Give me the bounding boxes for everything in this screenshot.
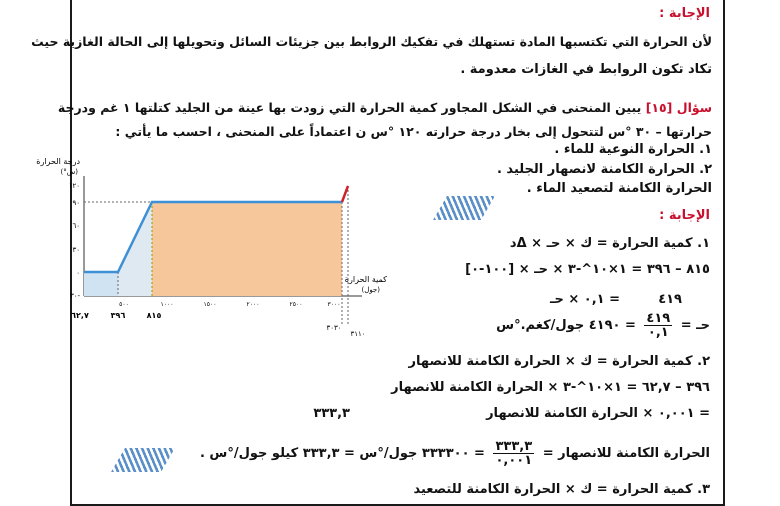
y-axis-title: درجة الحرارة [36, 157, 80, 166]
sol1-line3-right: = ٠,١ × حـ [550, 292, 620, 307]
x-tick-1500: ١٥٠٠ [203, 301, 217, 308]
mark-815: ٨١٥ [146, 311, 162, 320]
mark-396: ٣٩٦ [110, 311, 126, 320]
mark-3110: ٣١١٠ [350, 330, 366, 338]
sol1-line1: ١. كمية الحرارة = ك × حـ × Δد [509, 236, 710, 251]
liquid-heating-region [118, 202, 152, 296]
question-text-1: يبين المنحنى في الشكل المجاور كمية الحرارة التي زودت بها عينة من الجليد كتلتها ١ غم ودرجة [57, 100, 642, 115]
y-tick-30: ٣٠ [72, 246, 80, 254]
sol2-line3-right: = ٠,٠٠١ × الحرارة الكامنة للانصهار [486, 406, 710, 421]
top-answer-line2: تكاد تكون الروابط في الغازات معدومة . [460, 62, 712, 77]
y-tick-0: ٠ [76, 269, 80, 277]
sol2-frac-num: ٣٣٣,٣ [495, 439, 533, 454]
sol1-result-pre: حـ = [680, 318, 710, 333]
x-axis-title: كمية الحرارة [344, 275, 387, 284]
y-tick-90: ٩٠ [72, 199, 80, 207]
sol2-result-pre: الحرارة الكامنة للانصهار = [542, 446, 710, 461]
ice-region [84, 272, 118, 296]
question-number: سؤال [١٥] [645, 100, 712, 115]
x-tick-1000: ١٠٠٠ [160, 301, 174, 308]
heating-curve-graph [36, 146, 387, 346]
x-tick-500: ٥٠٠ [119, 301, 129, 308]
answer-label: الإجابة : [659, 208, 710, 223]
answer-label-top: الإجابة : [659, 6, 710, 21]
x-tick-2500: ٢٥٠٠ [289, 301, 303, 308]
sol2-line3-left: ٣٣٣,٣ [313, 406, 350, 421]
vaporization-region [152, 202, 342, 296]
x-tick-2000: ٢٠٠٠ [246, 301, 260, 308]
sol2-frac-den: ٠,٠٠١ [495, 453, 533, 468]
question-line2: حرارتها – ٣٠ °س لتتحول إلى بخار درجة حرارته ١٢٠ °س ن اعتماداً على المنحنى ، احسب ما يأتي : [115, 124, 712, 139]
sol3-line1: ٣. كمية الحرارة = ك × الحرارة الكامنة للتصعيد [413, 482, 710, 497]
x-axis-unit: (جول) [361, 286, 380, 294]
question-item-2: ٢. الحرارة الكامنة لانصهار الجليد . [496, 162, 712, 177]
x-tick-3000: ٣٠٠٠ [327, 301, 341, 308]
y-tick-60: ٦٠ [72, 222, 80, 230]
question-item-1: ١. الحرارة النوعية للماء . [554, 142, 712, 157]
sol1-result [496, 312, 710, 339]
question-line1 [58, 100, 712, 115]
mark-3030: ٣٠٣٠ [326, 324, 342, 332]
sol2-line1: ٢. كمية الحرارة = ك × الحرارة الكامنة للانصهار [408, 354, 710, 369]
mark-62-7: ٦٢,٧ [71, 311, 89, 320]
y-axis-unit: (°س) [60, 168, 78, 176]
steam-segment [342, 186, 348, 202]
top-answer-line1: لأن الحرارة التي تكتسبها المادة تستهلك في تفكيك الروابط بين جزيئات السائل وتحويلها إلى الحالة الغازية حيث [31, 34, 712, 49]
sol1-result-post: = ٤١٩٠ جول/كغم.°س [496, 318, 636, 333]
sol1-line3-left: ٤١٩ [658, 292, 682, 307]
sol2-result [200, 440, 710, 467]
question-item-3: الحرارة الكامنة لتصعيد الماء . [526, 181, 712, 196]
y-tick-120: ١٢٠ [68, 182, 80, 190]
sol1-frac-num: ٤١٩ [646, 311, 671, 326]
sol1-line2: ٨١٥ – ٣٩٦ = ١×١٠^-٣ × حـ × [١٠٠-٠] [465, 262, 710, 277]
sol1-frac-den: ٠,١ [647, 325, 669, 340]
sol2-fraction [493, 440, 534, 467]
sol2-line2: ٣٩٦ – ٦٢,٧ = ١×١٠^-٣ × الحرارة الكامنة للانصهار [391, 380, 710, 395]
sol1-fraction [644, 312, 672, 339]
y-tick-minus30: ٣٠- [69, 292, 80, 300]
sol2-result-post: = ٣٣٣٣٠٠ جول/°س = ٣٣٣,٣ كيلو جول/°س . [199, 446, 485, 461]
